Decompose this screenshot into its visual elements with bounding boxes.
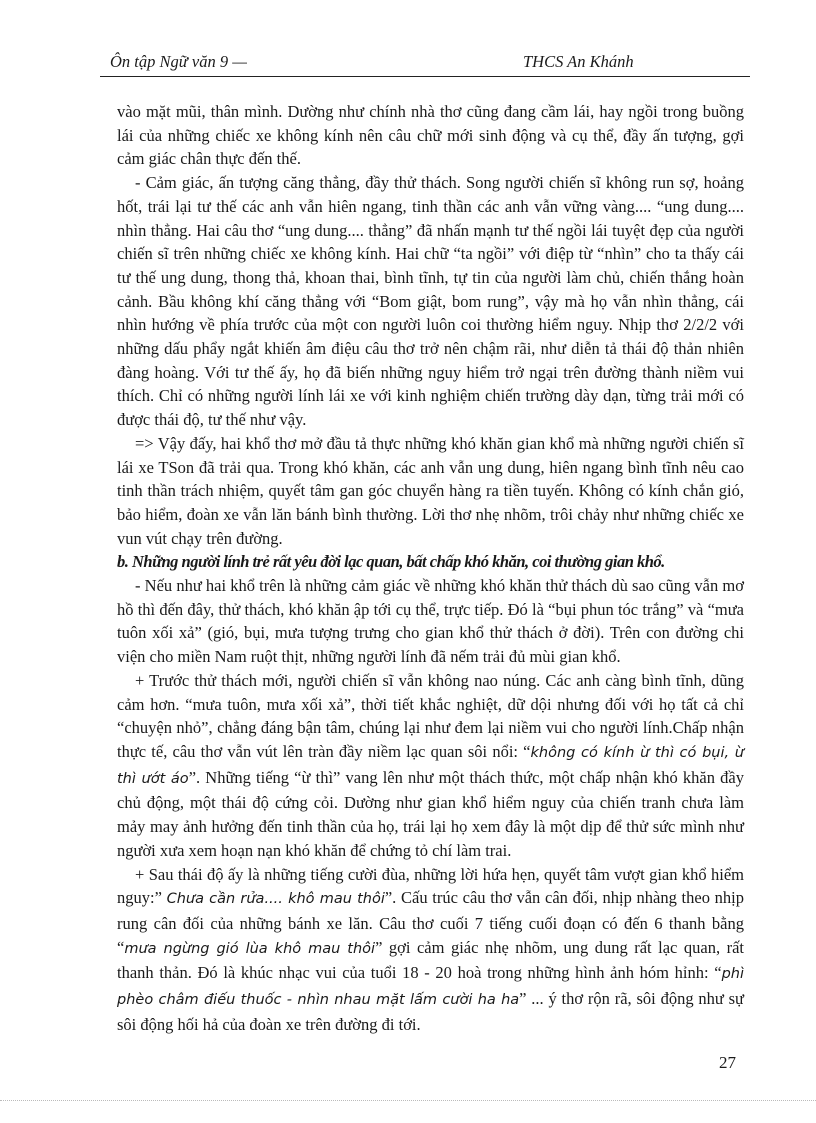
document-body [117, 100, 744, 1036]
paragraph-5 [117, 669, 744, 863]
paragraph-6-text-c: ” gợi cảm giác nhẹ nhõm, ung dung rất lạc quan, rất thanh thản. Đó là khúc nhạc vui của tuổi 18 - 20 hoà trong những hình ảnh hóm hỉnh: “ [117, 937, 744, 983]
paragraph-6 [117, 863, 744, 1037]
paragraph-5-text-b: ”. Những tiếng “ừ thì” vang lên như một thách thức, một chấp nhận khó khăn đầy chủ động, một thái độ cứng cỏi. Dường như gian khổ hiểm nguy của chiến tranh chưa làm mảy may ảnh hưởng đến tinh thần của họ, trái lại họ xem đây là một dịp để thử sức mình như người xưa xem hoạn nạn khó khăn để chứng tỏ chí làm trai. [117, 767, 744, 860]
paragraph-6-quote-2: mưa ngừng gió lùa khô mau thôi [124, 940, 376, 957]
paragraph-3: => Vậy đấy, hai khổ thơ mở đầu tả thực những khó khăn gian khổ mà những người chiến sĩ lái xe TSon đã trải qua. Trong khó khăn, các anh vẫn ung dung, hiên ngang bình tĩnh nêu cao tinh thần trách nhiệm, quyết tâm gan góc chuyển hàng ra tiền tuyến. Không có kính chắn gió, bảo hiểm, đoàn xe vẫn lăn bánh bình thường. Lời thơ nhẹ nhõm, trôi chảy như những chiếc xe vun vút chạy trên đường. [117, 433, 744, 548]
page-header [100, 50, 750, 77]
paragraph-1: vào mặt mũi, thân mình. Dường như chính nhà thơ cũng đang cầm lái, hay ngồi trong buồng lái của những chiếc xe không kính nên câu chữ mới sinh động và cụ thể, đầy ấn tượng, gợi cảm giác chân thực đến thế. [117, 102, 744, 169]
paragraph-5-text-a: + Trước thử thách mới, người chiến sĩ vẫn không nao núng. Các anh càng bình tĩnh, dũng cảm hơn. “mưa tuôn, mưa xối xả”, thời tiết khắc nghiệt, dữ dội nhưng đối với họ tất cả chỉ “chuyện nhỏ”, chẳng đáng bận tâm, chúng lại như đem lại niềm vui cho người lính.Chấp nhận thực tế, câu thơ vẫn vút lên tràn đầy niềm lạc quan sôi nổi: “ [117, 670, 744, 761]
paragraph-6-text-a: + Sau thái độ ấy là những tiếng cười đùa, những lời hứa hẹn, quyết tâm vượt gian khổ hiểm nguy:” [117, 864, 744, 908]
paragraph-6-text-b: ”. Cấu trúc câu thơ vẫn cân đối, nhịp nhàng theo nhịp rung cân đối của những bánh xe lăn. Câu thơ cuối 7 tiếng cuối đoạn có đến 6 thanh bằng “ [117, 888, 744, 957]
paragraph-5-quote: không có kính ừ thì có bụi, ừ thì ướt áo [117, 744, 744, 787]
header-subject: Ôn tập Ngữ văn 9 — [110, 52, 247, 71]
paragraph-4: - Nếu như hai khổ trên là những cảm giác về những khó khăn thử thách dù sao cũng vẫn mơ hồ thì đến đây, thử thách, khó khăn ập tới cụ thể, trực tiếp. Đó là “bụi phun tóc trắng” và “mưa tuôn xối xả” (gió, bụi, mưa tượng trưng cho gian khổ thử thách ở đời). Trên con đường chi viện cho miền Nam ruột thịt, những người lính đã nếm trải đủ mùi gian khổ. [117, 576, 744, 667]
paragraph-6-quote-1: Chưa cần rửa.... khô mau thôi [166, 891, 385, 908]
footer-divider [0, 1100, 816, 1101]
page-number: 27 [719, 1053, 736, 1072]
paragraph-2: - Cảm giác, ấn tượng căng thẳng, đầy thử thách. Song người chiến sĩ không run sợ, hoảng hốt, trái lại tư thế các anh vẫn hiên ngang, tinh thần các anh vẫn vững vàng.... “ung dung.... nhìn thẳng. Hai câu thơ “ung dung.... thẳng” đã nhấn mạnh tư thế ngồi lái tuyệt đẹp của người chiến sĩ trên những chiếc xe không kính. Hai chữ “ta ngồi” với điệp từ “nhìn” cho ta thấy cái tư thế ung dung, thong thả, khoan thai, bình tĩnh, tự tin của người làm chủ, chiến thắng hoàn cảnh. Bầu không khí căng thẳng với “Bom giật, bom rung”, vậy mà họ vẫn nhìn thẳng, cái nhìn hướng về phía trước của một con người luôn coi thường hiểm nguy. Nhịp thơ 2/2/2 với những dấu phẩy ngắt khiến âm điệu câu thơ trở nên chậm rãi, như diễn tả thái độ thản nhiên đàng hoàng. Với tư thế ấy, họ đã biến những nguy hiểm trở ngại trên đường thành niềm vui thích. Chỉ có những người lính lái xe với kinh nghiệm chiến trường dày dạn, từng trải mới có được thái độ, tư thế như vậy. [117, 173, 744, 430]
section-heading-b: b. Những người lính trẻ rất yêu đời lạc quan, bất chấp khó khăn, coi thường gian khổ. [117, 552, 665, 572]
paragraph-6-text-d: ” ... ý thơ rộn rã, sôi động như sự sôi động hối hả của đoàn xe trên đường đi tới. [117, 989, 745, 1034]
paragraph-6-quote-3: phì phèo châm điếu thuốc - nhìn nhau mặt lấm cười ha ha [117, 966, 744, 1009]
header-school: THCS An Khánh [523, 52, 634, 71]
